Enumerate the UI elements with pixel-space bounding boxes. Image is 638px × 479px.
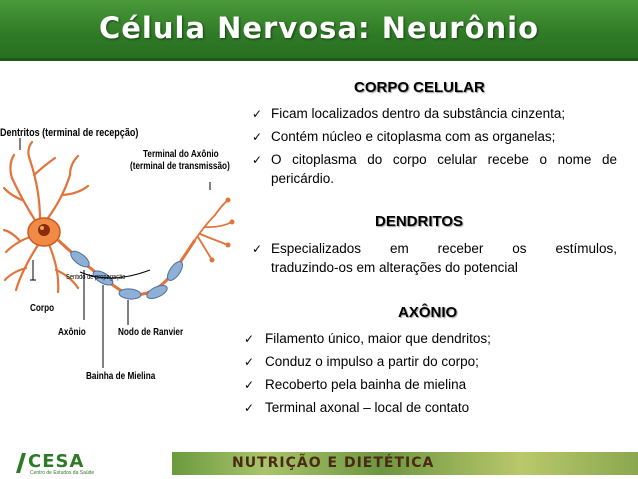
label-corpo: Corpo [30,303,55,314]
footer-course-title: NUTRIÇÃO E DIETÉTICA [232,455,435,471]
check-icon: ✓ [252,153,263,167]
check-icon: ✓ [244,378,255,392]
check-icon: ✓ [244,401,255,415]
label-terminal-axonio: Terminal do Axônio [143,149,219,160]
label-terminal-transmissao: (terminal de transmissão) [130,161,230,172]
check-icon: ✓ [252,107,263,121]
heading-corpo-celular: CORPO CELULAR [354,79,485,96]
axonio-bullet-1: Filamento único, maior que dendritos; [265,331,491,346]
label-dendritos: Dentritos (terminal de recepção) [0,127,139,139]
corpo-bullet-1: Ficam localizados dentro da substância cinzenta; [271,106,566,121]
check-icon: ✓ [252,130,263,144]
axonio-bullet-2: Conduz o impulso a partir do corpo; [265,354,479,369]
heading-axonio: AXÔNIO [398,304,458,321]
check-icon: ✓ [252,242,263,256]
check-icon: ✓ [244,355,255,369]
dendritos-line-2: traduzindo-os em alterações do potencial [271,260,518,275]
check-icon: ✓ [244,332,255,346]
dendritos-line-1: Especializados em receber os estímulos, [271,241,617,256]
corpo-bullet-2: Contém núcleo e citoplasma com as organelas; [271,129,556,144]
label-sentido: Sentido de propagação [66,274,126,281]
label-nodo: Nodo de Ranvier [118,327,184,338]
label-bainha: Bainha de Mielina [86,371,156,382]
cesa-logo-subtitle: Centro de Estudos da Saúde [30,470,95,476]
corpo-bullet-3: O citoplasma do corpo celular recebe o nome de [271,152,617,167]
heading-dendritos: DENDRITOS [375,213,464,230]
axonio-bullet-4: Terminal axonal – local de contato [265,400,470,415]
label-axonio: Axônio [58,327,86,338]
slide-title: Célula Nervosa: Neurônio [98,11,540,45]
cesa-logo-text: CESA [28,451,85,472]
axonio-bullet-3: Recoberto pela bainha de mielina [265,377,467,392]
corpo-bullet-3-cont: pericárdio. [271,171,335,186]
